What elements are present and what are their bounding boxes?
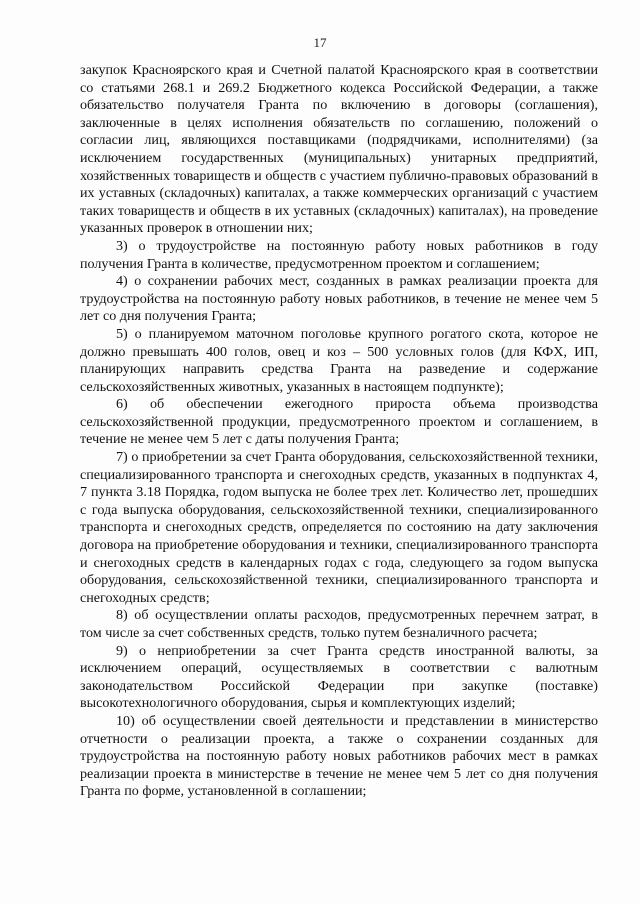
paragraph-item-8: 8) об осуществлении оплаты расходов, предусмотренных перечнем затрат, в том числе за счет собственных средств, только путем безналичного расчета; — [80, 607, 598, 641]
paragraph-continuation: закупок Красноярского края и Счетной палатой Красноярского края в соответствии со статьями 268.1 и 269.2 Бюджетного кодекса Российской Федерации, а также обязательство получателя Гранта по включению в договоры (соглашения), заключенные в целях исполнения обязательств по соглашению, положений о согласии лиц, являющихся поставщиками (подрядчиками, исполнителями) (за исключением государственных (муниципальных) унитарных предприятий, хозяйственных товариществ и обществ с участием публично-правовых образований в их уставных (складочных) капиталах, а также коммерческих организаций с участием таких товариществ и обществ в их уставных (складочных) капиталах), на проведение указанных проверок в отношении них; — [80, 62, 598, 237]
paragraph-item-7: 7) о приобретении за счет Гранта оборудования, сельскохозяйственной техники, специализированного транспорта и снегоходных средств, указанных в подпунктах 4, 7 пункта 3.18 Порядка, годом выпуска не более трех лет. Количество лет, прошедших с года выпуска оборудования, сельскохозяйственной техники, специализированного транспорта и снегоходных средств, определяется по состоянию на дату заключения договора на приобретение оборудования и техники, специализированного транспорта и снегоходных средств в календарных годах с года, следующего за годом выпуска оборудования, сельскохозяйственной техники, специализированного транспорта и снегоходных средств; — [80, 449, 598, 606]
document-body — [80, 62, 598, 801]
paragraph-item-4: 4) о сохранении рабочих мест, созданных в рамках реализации проекта для трудоустройства на постоянную работу новых работников, в течение не менее чем 5 лет со дня получения Гранта; — [80, 273, 598, 325]
paragraph-item-10: 10) об осуществлении своей деятельности и представлении в министерство отчетности о реализации проекта, а также о сохранении созданных для трудоустройства на постоянную работу новых работников рабочих мест в рамках реализации проекта в министерстве в течение не менее чем 5 лет со дня получения Гранта по форме, установленной в соглашении; — [80, 712, 598, 800]
page-number: 17 — [313, 35, 327, 50]
paragraph-item-6: 6) об обеспечении ежегодного прироста объема производства сельскохозяйственной продукции, предусмотренного проектом и соглашением, в течение не менее чем 5 лет с даты получения Гранта; — [80, 396, 598, 448]
paragraph-item-9: 9) о неприобретении за счет Гранта средств иностранной валюты, за исключением операций, осуществляемых в соответствии с валютным законодательством Российской Федерации при закупке (поставке) высокотехнологичного оборудования, сырья и комплектующих изделий; — [80, 642, 598, 712]
paragraph-item-3: 3) о трудоустройстве на постоянную работу новых работников в году получения Гранта в количестве, предусмотренном проектом и соглашением; — [80, 237, 598, 272]
paragraph-item-5: 5) о планируемом маточном поголовье крупного рогатого скота, которое не должно превышать 400 голов, овец и коз – 500 условных голов (для КФХ, ИП, планирующих направить средства Гранта на разведение и содержание сельскохозяйственных животных, указанных в настоящем подпункте); — [80, 325, 598, 395]
